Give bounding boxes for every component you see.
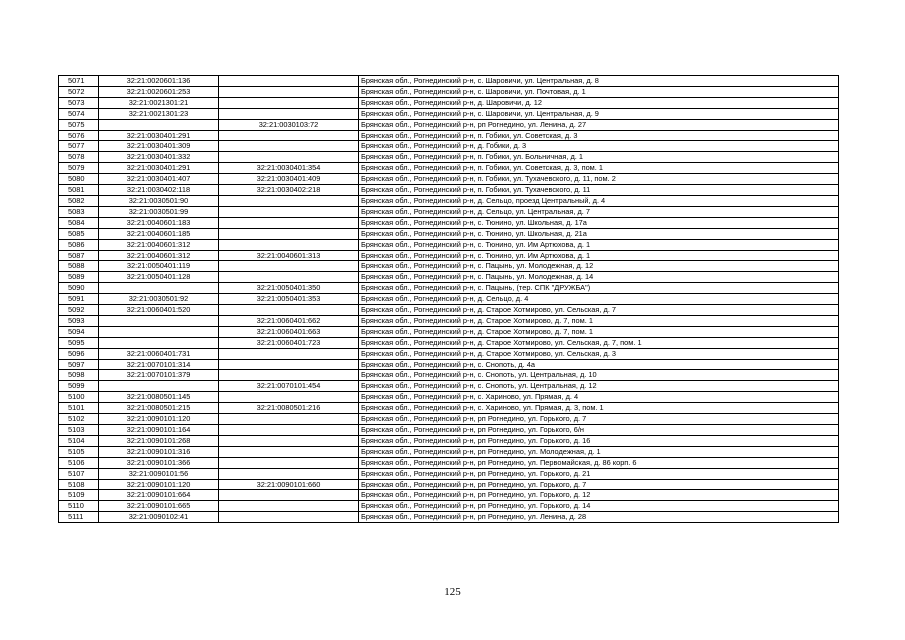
cadastral-number-secondary-cell: 32:21:0040601:313 (219, 250, 359, 261)
address-cell: Брянская обл., Рогнединский р-н, п. Гобики, ул. Советская, д. 3 (359, 130, 839, 141)
cadastral-number-cell: 32:21:0040601:312 (99, 250, 219, 261)
row-number-cell: 5083 (59, 206, 99, 217)
cadastral-number-secondary-cell (219, 392, 359, 403)
table-row (59, 239, 839, 250)
row-number-cell: 5105 (59, 446, 99, 457)
table-row (59, 97, 839, 108)
row-number-cell: 5086 (59, 239, 99, 250)
address-cell: Брянская обл., Рогнединский р-н, с. Хариново, ул. Прямая, д. 3, пом. 1 (359, 403, 839, 414)
table-row (59, 326, 839, 337)
address-cell: Брянская обл., Рогнединский р-н, п. Гобики, ул. Тухачевского, д. 11, пом. 2 (359, 174, 839, 185)
address-cell: Брянская обл., Рогнединский р-н, рп Рогнедино, ул. Молодежная, д. 1 (359, 446, 839, 457)
table-row (59, 414, 839, 425)
cadastral-number-secondary-cell (219, 468, 359, 479)
row-number-cell: 5102 (59, 414, 99, 425)
cadastral-number-cell: 32:21:0021301:23 (99, 108, 219, 119)
table-row (59, 86, 839, 97)
cadastral-number-secondary-cell: 32:21:0090101:660 (219, 479, 359, 490)
address-cell: Брянская обл., Рогнединский р-н, с. Снопоть, ул. Центральная, д. 12 (359, 381, 839, 392)
cadastral-number-cell: 32:21:0070101:314 (99, 359, 219, 370)
address-cell: Брянская обл., Рогнединский р-н, рп Рогнедино, ул. Горького, д. 21 (359, 468, 839, 479)
row-number-cell: 5095 (59, 337, 99, 348)
cadastral-number-secondary-cell: 32:21:0050401:353 (219, 294, 359, 305)
table-row (59, 403, 839, 414)
cadastral-number-secondary-cell: 32:21:0030103:72 (219, 119, 359, 130)
cadastral-number-secondary-cell: 32:21:0080501:216 (219, 403, 359, 414)
table-row (59, 174, 839, 185)
address-cell: Брянская обл., Рогнединский р-н, рп Рогнедино, ул. Горького, д. 12 (359, 490, 839, 501)
table-row (59, 315, 839, 326)
address-cell: Брянская обл., Рогнединский р-н, с. Шаровичи, ул. Центральная, д. 9 (359, 108, 839, 119)
cadastral-number-secondary-cell (219, 195, 359, 206)
cadastral-number-cell: 32:21:0080501:145 (99, 392, 219, 403)
cadastral-number-cell: 32:21:0090101:120 (99, 414, 219, 425)
row-number-cell: 5107 (59, 468, 99, 479)
row-number-cell: 5085 (59, 228, 99, 239)
cadastral-number-secondary-cell (219, 228, 359, 239)
cadastral-number-secondary-cell (219, 359, 359, 370)
address-cell: Брянская обл., Рогнединский р-н, д. Сельцо, д. 4 (359, 294, 839, 305)
address-cell: Брянская обл., Рогнединский р-н, с. Снопоть, д. 4а (359, 359, 839, 370)
row-number-cell: 5111 (59, 512, 99, 523)
address-cell: Брянская обл., Рогнединский р-н, с. Хариново, ул. Прямая, д. 4 (359, 392, 839, 403)
table-row (59, 283, 839, 294)
address-cell: Брянская обл., Рогнединский р-н, рп Рогнедино, ул. Первомайская, д. 86 корп. 6 (359, 457, 839, 468)
cadastral-number-secondary-cell (219, 348, 359, 359)
row-number-cell: 5073 (59, 97, 99, 108)
table-row (59, 501, 839, 512)
row-number-cell: 5094 (59, 326, 99, 337)
row-number-cell: 5101 (59, 403, 99, 414)
table-row (59, 392, 839, 403)
cadastral-number-secondary-cell (219, 261, 359, 272)
address-cell: Брянская обл., Рогнединский р-н, д. Старое Хотмирово, ул. Сельская, д. 7, пом. 1 (359, 337, 839, 348)
cadastral-number-secondary-cell (219, 108, 359, 119)
cadastral-number-cell: 32:21:0090101:268 (99, 435, 219, 446)
cadastral-number-cell: 32:21:0050401:128 (99, 272, 219, 283)
cadastral-number-cell: 32:21:0060401:731 (99, 348, 219, 359)
address-cell: Брянская обл., Рогнединский р-н, рп Рогнедино, ул. Горького, д. 16 (359, 435, 839, 446)
cadastral-number-cell (99, 381, 219, 392)
address-cell: Брянская обл., Рогнединский р-н, д. Старое Хотмирово, д. 7, пом. 1 (359, 315, 839, 326)
cadastral-number-cell: 32:21:0030402:118 (99, 185, 219, 196)
row-number-cell: 5106 (59, 457, 99, 468)
table-row (59, 152, 839, 163)
row-number-cell: 5089 (59, 272, 99, 283)
cadastral-number-secondary-cell: 32:21:0030401:354 (219, 163, 359, 174)
cadastral-number-secondary-cell (219, 141, 359, 152)
table-row (59, 435, 839, 446)
address-cell: Брянская обл., Рогнединский р-н, п. Гобики, ул. Советская, д. 3, пом. 1 (359, 163, 839, 174)
row-number-cell: 5108 (59, 479, 99, 490)
row-number-cell: 5090 (59, 283, 99, 294)
table-row (59, 108, 839, 119)
cadastral-number-cell: 32:21:0070101:379 (99, 370, 219, 381)
table-row (59, 479, 839, 490)
table-row (59, 76, 839, 87)
table-row (59, 185, 839, 196)
cadastral-number-secondary-cell (219, 305, 359, 316)
cadastral-number-cell: 32:21:0040601:312 (99, 239, 219, 250)
page-number: 125 (444, 586, 461, 598)
cadastral-number-cell: 32:21:0030401:291 (99, 130, 219, 141)
table-row (59, 294, 839, 305)
cadastral-number-cell: 32:21:0030401:309 (99, 141, 219, 152)
cadastral-number-cell: 32:21:0090101:366 (99, 457, 219, 468)
row-number-cell: 5076 (59, 130, 99, 141)
row-number-cell: 5109 (59, 490, 99, 501)
row-number-cell: 5077 (59, 141, 99, 152)
row-number-cell: 5071 (59, 76, 99, 87)
address-cell: Брянская обл., Рогнединский р-н, с. Снопоть, ул. Центральная, д. 10 (359, 370, 839, 381)
table-row (59, 250, 839, 261)
address-cell: Брянская обл., Рогнединский р-н, с. Пацынь, (тер. СПК "ДРУЖБА") (359, 283, 839, 294)
cadastral-number-secondary-cell (219, 512, 359, 523)
cadastral-number-secondary-cell (219, 414, 359, 425)
cadastral-number-cell: 32:21:0090102:41 (99, 512, 219, 523)
address-cell: Брянская обл., Рогнединский р-н, д. Старое Хотмирово, ул. Сельская, д. 7 (359, 305, 839, 316)
address-cell: Брянская обл., Рогнединский р-н, д. Старое Хотмирово, ул. Сельская, д. 3 (359, 348, 839, 359)
address-cell: Брянская обл., Рогнединский р-н, рп Рогнедино, ул. Горького, 6/н (359, 425, 839, 436)
cadastral-number-cell: 32:21:0030401:291 (99, 163, 219, 174)
cadastral-number-cell: 32:21:0090101:665 (99, 501, 219, 512)
address-cell: Брянская обл., Рогнединский р-н, с. Тюнино, ул. Им Артюхова, д. 1 (359, 239, 839, 250)
row-number-cell: 5088 (59, 261, 99, 272)
cadastral-number-cell: 32:21:0020601:253 (99, 86, 219, 97)
row-number-cell: 5098 (59, 370, 99, 381)
cadastral-number-secondary-cell: 32:21:0070101:454 (219, 381, 359, 392)
cadastral-number-cell: 32:21:0030501:90 (99, 195, 219, 206)
cadastral-number-cell (99, 119, 219, 130)
table-row (59, 359, 839, 370)
row-number-cell: 5096 (59, 348, 99, 359)
cadastral-number-cell (99, 315, 219, 326)
row-number-cell: 5072 (59, 86, 99, 97)
address-cell: Брянская обл., Рогнединский р-н, с. Тюнино, ул. Школьная, д. 21а (359, 228, 839, 239)
table-row (59, 272, 839, 283)
table-row (59, 163, 839, 174)
address-cell: Брянская обл., Рогнединский р-н, п. Гобики, ул. Тухачевского, д. 11 (359, 185, 839, 196)
table-row (59, 446, 839, 457)
cadastral-number-cell (99, 337, 219, 348)
table-row (59, 370, 839, 381)
cadastral-number-secondary-cell (219, 272, 359, 283)
cadastral-number-cell: 32:21:0030401:332 (99, 152, 219, 163)
address-cell: Брянская обл., Рогнединский р-н, с. Пацынь, ул. Молодежная, д. 12 (359, 261, 839, 272)
cadastral-number-secondary-cell (219, 435, 359, 446)
cadastral-number-secondary-cell (219, 86, 359, 97)
address-cell: Брянская обл., Рогнединский р-н, д. Сельцо, проезд Центральный, д. 4 (359, 195, 839, 206)
cadastral-number-cell: 32:21:0030501:99 (99, 206, 219, 217)
table-row (59, 217, 839, 228)
address-cell: Брянская обл., Рогнединский р-н, д. Старое Хотмирово, д. 7, пом. 1 (359, 326, 839, 337)
cadastral-number-secondary-cell (219, 217, 359, 228)
cadastral-number-cell: 32:21:0040601:183 (99, 217, 219, 228)
cadastral-number-cell: 32:21:0030401:407 (99, 174, 219, 185)
cadastral-number-cell: 32:21:0090101:56 (99, 468, 219, 479)
cadastral-number-secondary-cell (219, 130, 359, 141)
address-cell: Брянская обл., Рогнединский р-н, с. Шаровичи, ул. Центральная, д. 8 (359, 76, 839, 87)
cadastral-number-cell: 32:21:0090101:664 (99, 490, 219, 501)
cadastral-number-secondary-cell: 32:21:0060401:663 (219, 326, 359, 337)
cadastral-number-secondary-cell (219, 490, 359, 501)
row-number-cell: 5110 (59, 501, 99, 512)
cadastral-number-secondary-cell (219, 501, 359, 512)
cadastral-number-secondary-cell (219, 97, 359, 108)
cadastral-number-secondary-cell (219, 425, 359, 436)
property-table (58, 75, 839, 523)
row-number-cell: 5081 (59, 185, 99, 196)
row-number-cell: 5084 (59, 217, 99, 228)
table-row (59, 490, 839, 501)
cadastral-number-cell: 32:21:0090101:316 (99, 446, 219, 457)
property-table-container (58, 75, 838, 523)
cadastral-number-cell: 32:21:0020601:136 (99, 76, 219, 87)
address-cell: Брянская обл., Рогнединский р-н, рп Рогнедино, ул. Горького, д. 7 (359, 414, 839, 425)
row-number-cell: 5100 (59, 392, 99, 403)
address-cell: Брянская обл., Рогнединский р-н, с. Шаровичи, ул. Почтовая, д. 1 (359, 86, 839, 97)
cadastral-number-secondary-cell: 32:21:0030401:409 (219, 174, 359, 185)
table-row (59, 206, 839, 217)
address-cell: Брянская обл., Рогнединский р-н, д. Сельцо, ул. Центральная, д. 7 (359, 206, 839, 217)
table-row (59, 305, 839, 316)
cadastral-number-cell: 32:21:0030501:92 (99, 294, 219, 305)
table-row (59, 512, 839, 523)
cadastral-number-secondary-cell (219, 446, 359, 457)
cadastral-number-cell (99, 283, 219, 294)
cadastral-number-cell: 32:21:0060401:520 (99, 305, 219, 316)
address-cell: Брянская обл., Рогнединский р-н, д. Гобики, д. 3 (359, 141, 839, 152)
cadastral-number-secondary-cell (219, 76, 359, 87)
table-row (59, 141, 839, 152)
table-row (59, 468, 839, 479)
cadastral-number-secondary-cell: 32:21:0050401:350 (219, 283, 359, 294)
table-row (59, 425, 839, 436)
row-number-cell: 5104 (59, 435, 99, 446)
cadastral-number-cell: 32:21:0090101:164 (99, 425, 219, 436)
table-row (59, 261, 839, 272)
cadastral-number-secondary-cell: 32:21:0030402:218 (219, 185, 359, 196)
row-number-cell: 5079 (59, 163, 99, 174)
cadastral-number-secondary-cell (219, 206, 359, 217)
table-row (59, 130, 839, 141)
cadastral-number-cell: 32:21:0080501:215 (99, 403, 219, 414)
cadastral-number-secondary-cell (219, 152, 359, 163)
table-row (59, 337, 839, 348)
row-number-cell: 5080 (59, 174, 99, 185)
row-number-cell: 5074 (59, 108, 99, 119)
table-row (59, 119, 839, 130)
address-cell: Брянская обл., Рогнединский р-н, с. Тюнино, ул. Им Артюхова, д. 1 (359, 250, 839, 261)
address-cell: Брянская обл., Рогнединский р-н, п. Гобики, ул. Больничная, д. 1 (359, 152, 839, 163)
row-number-cell: 5087 (59, 250, 99, 261)
row-number-cell: 5075 (59, 119, 99, 130)
address-cell: Брянская обл., Рогнединский р-н, рп Рогнедино, ул. Горького, д. 14 (359, 501, 839, 512)
cadastral-number-cell: 32:21:0040601:185 (99, 228, 219, 239)
table-row (59, 457, 839, 468)
row-number-cell: 5082 (59, 195, 99, 206)
property-table-body (59, 76, 839, 523)
address-cell: Брянская обл., Рогнединский р-н, с. Тюнино, ул. Школьная, д. 17а (359, 217, 839, 228)
address-cell: Брянская обл., Рогнединский р-н, с. Пацынь, ул. Молодежная, д. 14 (359, 272, 839, 283)
row-number-cell: 5091 (59, 294, 99, 305)
table-row (59, 228, 839, 239)
cadastral-number-cell: 32:21:0021301:21 (99, 97, 219, 108)
cadastral-number-cell: 32:21:0050401:119 (99, 261, 219, 272)
row-number-cell: 5097 (59, 359, 99, 370)
address-cell: Брянская обл., Рогнединский р-н, рп Рогнедино, ул. Горького, д. 7 (359, 479, 839, 490)
table-row (59, 195, 839, 206)
address-cell: Брянская обл., Рогнединский р-н, д. Шаровичи, д. 12 (359, 97, 839, 108)
cadastral-number-secondary-cell (219, 239, 359, 250)
table-row (59, 348, 839, 359)
address-cell: Брянская обл., Рогнединский р-н, рп Рогнедино, ул. Ленина, д. 27 (359, 119, 839, 130)
row-number-cell: 5078 (59, 152, 99, 163)
cadastral-number-secondary-cell (219, 370, 359, 381)
address-cell: Брянская обл., Рогнединский р-н, рп Рогнедино, ул. Ленина, д. 28 (359, 512, 839, 523)
cadastral-number-cell: 32:21:0090101:120 (99, 479, 219, 490)
table-row (59, 381, 839, 392)
cadastral-number-cell (99, 326, 219, 337)
cadastral-number-secondary-cell: 32:21:0060401:662 (219, 315, 359, 326)
row-number-cell: 5092 (59, 305, 99, 316)
cadastral-number-secondary-cell (219, 457, 359, 468)
row-number-cell: 5099 (59, 381, 99, 392)
row-number-cell: 5103 (59, 425, 99, 436)
row-number-cell: 5093 (59, 315, 99, 326)
cadastral-number-secondary-cell: 32:21:0060401:723 (219, 337, 359, 348)
